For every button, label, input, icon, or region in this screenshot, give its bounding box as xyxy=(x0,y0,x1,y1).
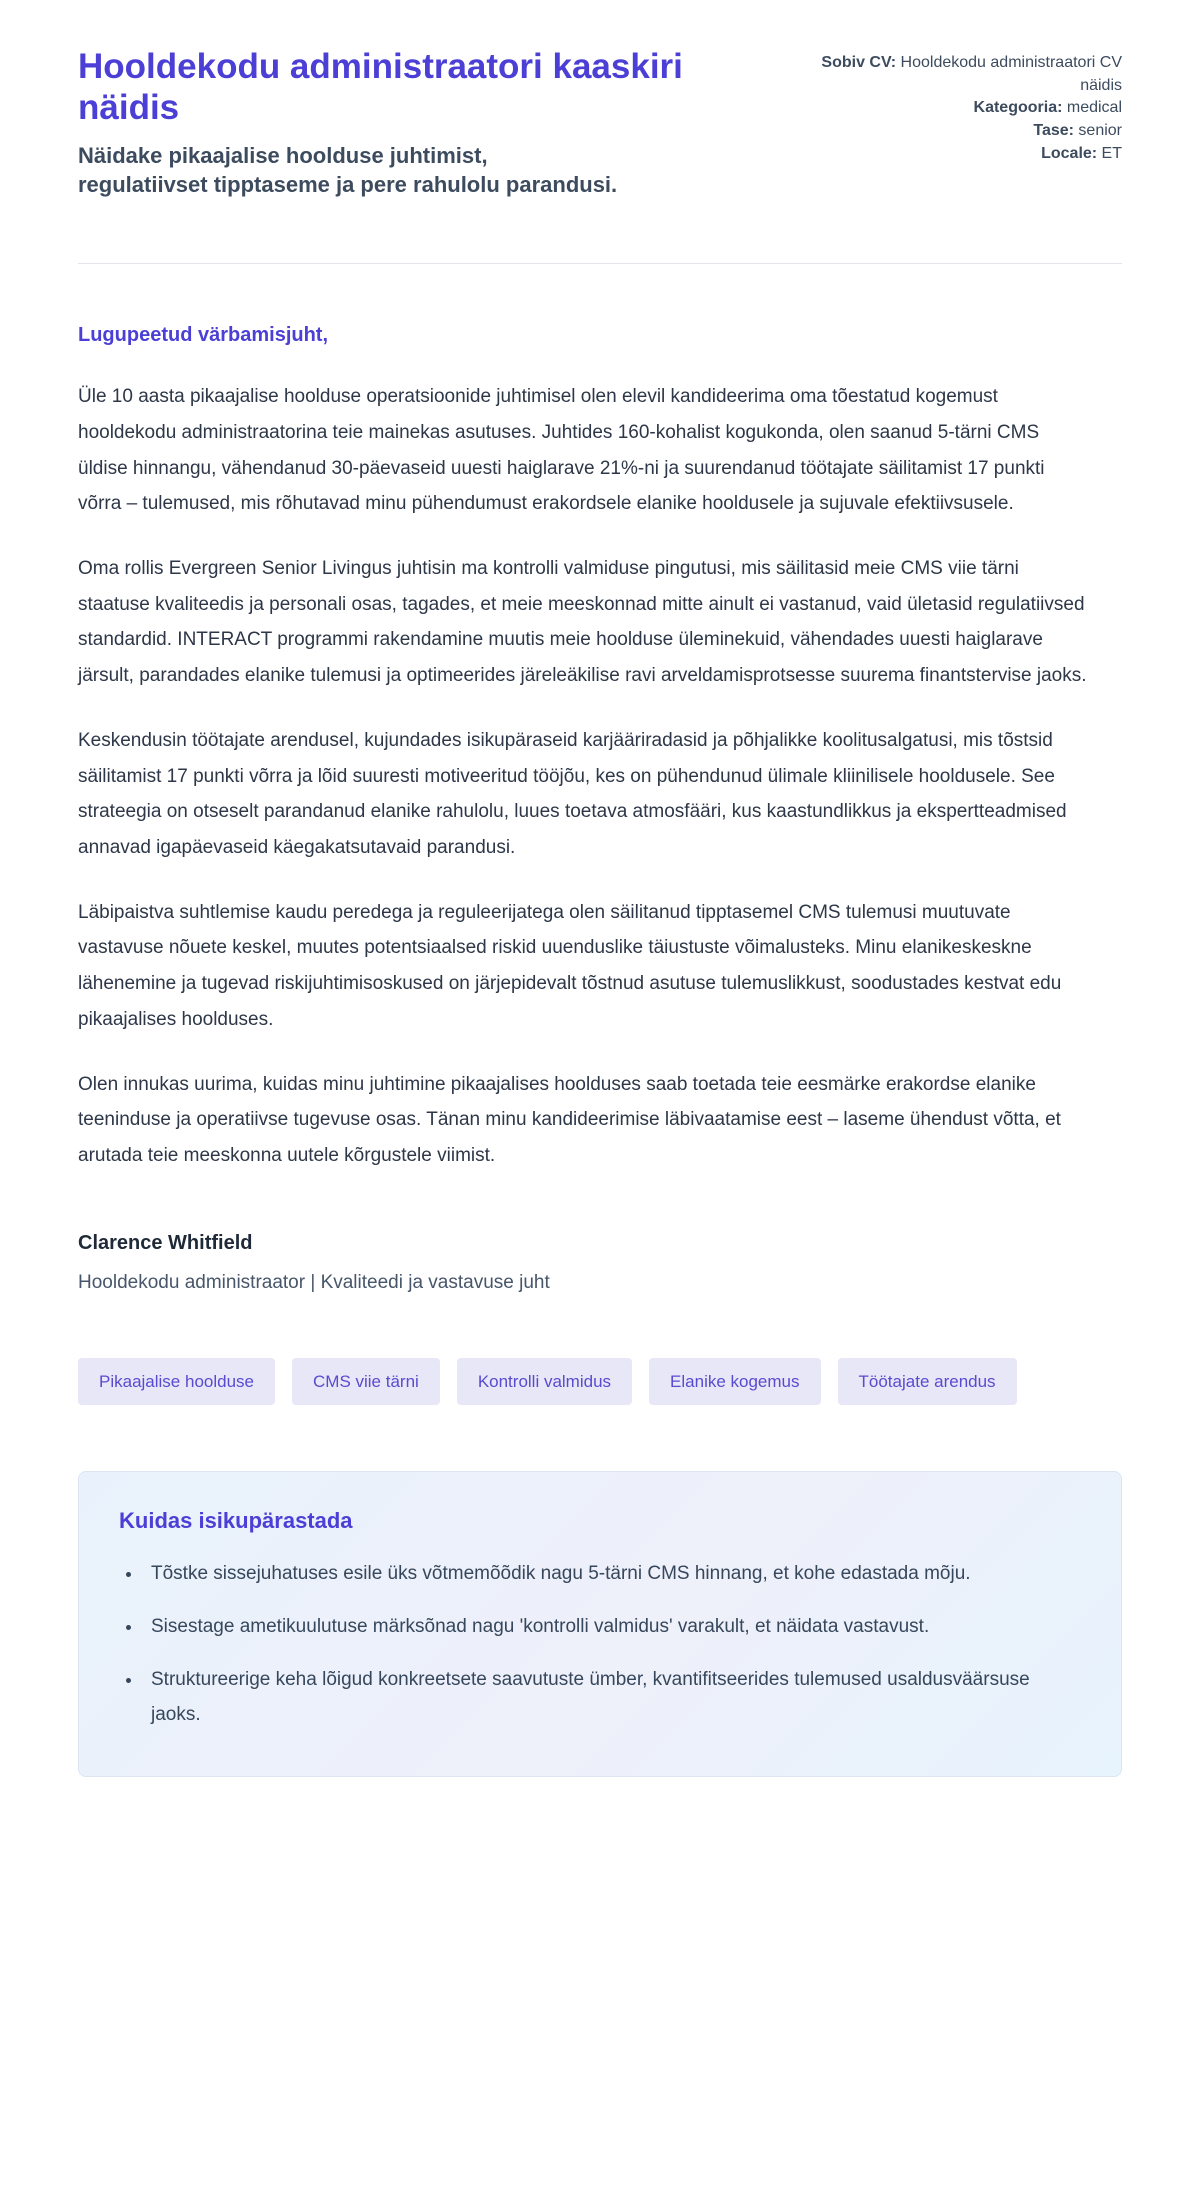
tag-chip-staff-development[interactable]: Töötajate arendus xyxy=(838,1358,1017,1405)
meta-value-category: medical xyxy=(1062,99,1122,117)
meta-row-category xyxy=(792,97,1122,120)
page-subtitle: Näidake pikaajalise hoolduse juhtimist, regulatiivset tipptaseme ja pere rahulolu parandusi. xyxy=(78,142,618,197)
meta-value-locale: ET xyxy=(1097,144,1122,162)
tag-chip-survey-readiness[interactable]: Kontrolli valmidus xyxy=(457,1358,632,1405)
tip-item-3: • Struktureerige keha lõigud konkreetsete saavutuste ümber, kvantifitseerides tulemused usaldusväärsuse jaoks. xyxy=(143,1662,1081,1732)
tag-chip-resident-experience[interactable]: Elanike kogemus xyxy=(649,1358,820,1405)
meta-value-level: senior xyxy=(1073,122,1122,140)
meta-row-level xyxy=(792,120,1122,143)
cover-letter-paragraph-5: Olen innukas uurima, kuidas minu juhtimine pikaajalises hoolduses saab toetada teie eesmärke erakordse elanike teeninduse ja operatiivse tugevuse osas. Tänan minu kandideerimise läbivaatamise eest – laseme ühendust võtta, et arutada teie meeskonna uutele kõrgustele viimist. xyxy=(78,1073,1061,1167)
keyword-tags xyxy=(78,1358,1122,1405)
personalization-tips-box xyxy=(78,1471,1122,1778)
meta-value-matching-cv: Hooldekodu administraatori CV näidis xyxy=(896,54,1122,94)
tips-list xyxy=(119,1556,1081,1733)
signature-name: Clarence Whitfield xyxy=(78,1231,253,1254)
page-header xyxy=(78,46,1122,199)
tag-chip-cms-five-star[interactable]: CMS viie tärni xyxy=(292,1358,440,1405)
cover-letter-paragraph-1: Üle 10 aasta pikaajalise hoolduse operatsioonide juhtimisel olen elevil kandideerima oma tõestatud kogemust hooldekodu administraatorina teie mainekas asutuses. Juhtides 160-kohalist kogukonda, olen saanud 5-tärni CMS üldise hinnangu, vähendanud 30-päevaseid uuesti haiglarave 21%-ni ja suurendanud töötajate säilitamist 17 punkti võrra – tulemused, mis rõhutavad minu pühendumust erakordsele elanike hooldusele ja sujuvale efektiivsusele. xyxy=(78,386,1045,515)
cover-letter-paragraph-4: Läbipaistva suhtlemise kaudu peredega ja reguleerijatega olen säilitanud tipptasemel CMS tulemusi muutuvate vastavuse nõuete keskel, muutes potentsiaalsed riskid uuenduslike täiustuste võimalusteks. Minu elanikeskeskne lähenemine ja tugevad riskijuhtimisoskused on järjepidevalt tõstnud asutuse tulemuslikkust, soodustades kestvat edu pikaajalises hoolduses. xyxy=(78,901,1062,1030)
meta-row-locale xyxy=(792,143,1122,166)
meta-row-matching-cv xyxy=(792,52,1122,97)
meta-label-category: Kategooria: xyxy=(973,99,1063,117)
greeting: Lugupeetud värbamisjuht, xyxy=(78,324,329,347)
header-titles xyxy=(78,46,698,199)
meta-block xyxy=(792,46,1122,166)
tag-chip-long-term-care[interactable]: Pikaajalise hoolduse xyxy=(78,1358,275,1405)
cover-letter-body xyxy=(78,324,1122,1294)
page-title: Hooldekodu administraatori kaaskiri näidis xyxy=(78,47,683,128)
meta-label-locale: Locale: xyxy=(1041,144,1098,162)
signature-role: Hooldekodu administraator | Kvaliteedi ja vastavuse juht xyxy=(78,1271,550,1293)
tips-heading: Kuidas isikupärastada xyxy=(119,1507,353,1533)
meta-label-level: Tase: xyxy=(1033,122,1074,140)
tip-item-1: • Tõstke sissejuhatuses esile üks võtmemõõdik nagu 5-tärni CMS hinnang, et kohe edastada mõju. xyxy=(143,1556,1081,1591)
cover-letter-paragraph-2: Oma rollis Evergreen Senior Livingus juhtisin ma kontrolli valmiduse pingutusi, mis säilitasid meie CMS viie tärni staatuse kvaliteedis ja personali osas, tagades, et meie meeskonnad mitte ainult ei vastanud, vaid ületasid regulatiivsed standardid. INTERACT programmi rakendamine muutis meie hoolduse üleminekuid, vähendades uuesti haiglarave järsult, parandades elanike tulemusi ja optimeerides järeleäkilise ravi arveldamisprotsesse suurema finantstervise jaoks. xyxy=(78,557,1087,687)
tip-item-2: • Sisestage ametikuulutuse märksõnad nagu 'kontrolli valmidus' varakult, et näidata vastavust. xyxy=(143,1609,1081,1644)
header-divider xyxy=(78,263,1122,264)
meta-label-matching-cv: Sobiv CV: xyxy=(821,54,897,71)
signature-block xyxy=(78,1232,1122,1294)
cover-letter-paragraph-3: Keskendusin töötajate arendusel, kujundades isikupäraseid karjääriradasid ja põhjalikke koolitusalgatusi, mis tõstsid säilitamist 17 punkti võrra ja lõid suuresti motiveeritud tööjõu, kes on pühendunud ülimale kliinilisele hooldusele. See strateegia on otseselt parandanud elanike rahulolu, luues toetava atmosfääri, kus kaastundlikkus ja ekspertteadmised annavad igapäevaseid käegakatsutavaid parandusi. xyxy=(78,729,1067,858)
